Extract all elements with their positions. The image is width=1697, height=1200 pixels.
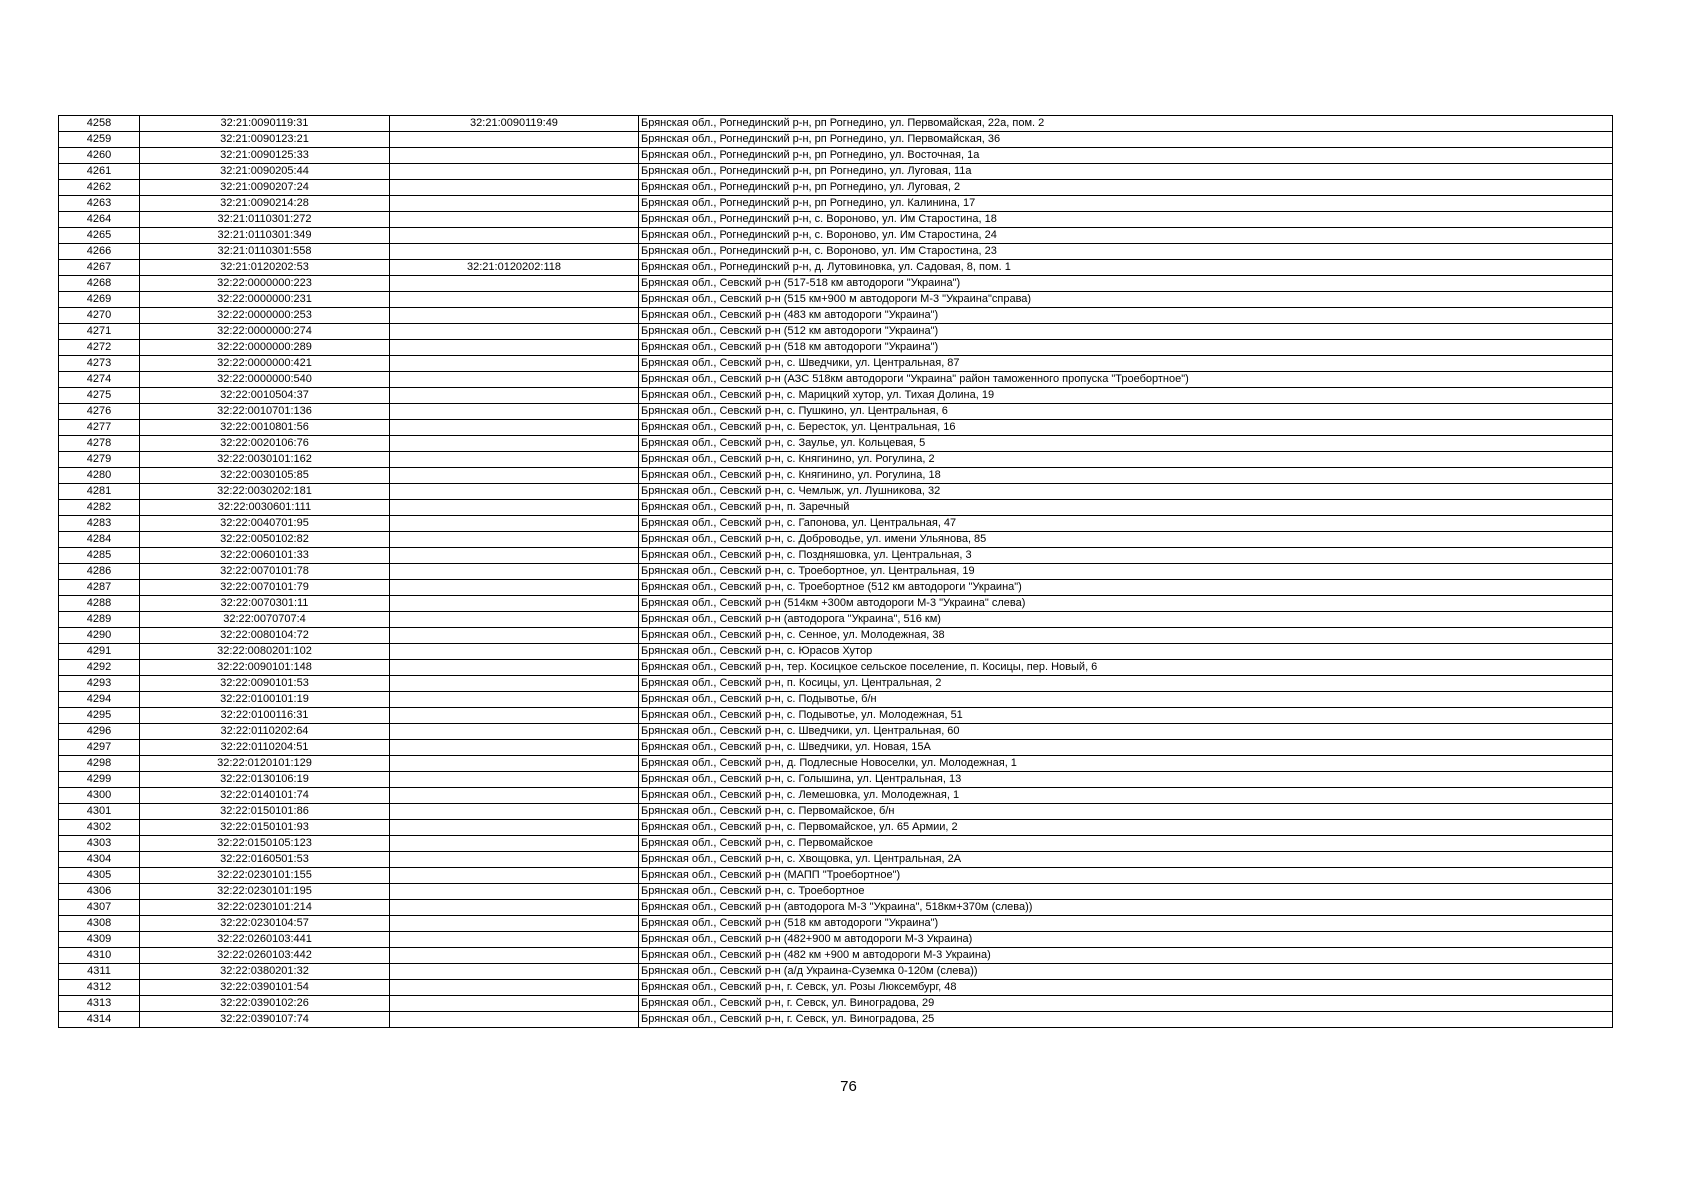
cadastral-number-cell: 32:22:0090101:53 (140, 676, 390, 692)
row-number-cell: 4309 (59, 932, 140, 948)
row-number-cell: 4286 (59, 564, 140, 580)
registry-table (58, 115, 1613, 1028)
related-number-cell (390, 948, 639, 964)
address-cell: Брянская обл., Севский р-н (автодорога М-3 "Украина", 518км+370м (слева)) (639, 900, 1613, 916)
address-cell: Брянская обл., Севский р-н, с. Княгинино, ул. Рогулина, 18 (639, 468, 1613, 484)
related-number-cell (390, 356, 639, 372)
related-number-cell (390, 708, 639, 724)
related-number-cell (390, 388, 639, 404)
cadastral-number-cell: 32:22:0030101:162 (140, 452, 390, 468)
cadastral-number-cell: 32:22:0230104:57 (140, 916, 390, 932)
address-cell: Брянская обл., Севский р-н, с. Сенное, ул. Молодежная, 38 (639, 628, 1613, 644)
row-number-cell: 4273 (59, 356, 140, 372)
related-number-cell (390, 1012, 639, 1028)
row-number-cell: 4296 (59, 724, 140, 740)
related-number-cell (390, 228, 639, 244)
row-number-cell: 4310 (59, 948, 140, 964)
related-number-cell (390, 628, 639, 644)
row-number-cell: 4266 (59, 244, 140, 260)
address-cell: Брянская обл., Севский р-н (514км +300м автодороги М-3 "Украина" слева) (639, 596, 1613, 612)
row-number-cell: 4275 (59, 388, 140, 404)
related-number-cell (390, 308, 639, 324)
table-row (59, 740, 1613, 756)
related-number-cell (390, 836, 639, 852)
cadastral-number-cell: 32:21:0110301:272 (140, 212, 390, 228)
related-number-cell: 32:21:0090119:49 (390, 116, 639, 132)
address-cell: Брянская обл., Рогнединский р-н, с. Вороново, ул. Им Старостина, 23 (639, 244, 1613, 260)
row-number-cell: 4282 (59, 500, 140, 516)
related-number-cell (390, 468, 639, 484)
row-number-cell: 4288 (59, 596, 140, 612)
table-row (59, 196, 1613, 212)
table-row (59, 708, 1613, 724)
address-cell: Брянская обл., Севский р-н, с. Троебортное (639, 884, 1613, 900)
row-number-cell: 4272 (59, 340, 140, 356)
table-row (59, 948, 1613, 964)
table-row (59, 676, 1613, 692)
address-cell: Брянская обл., Рогнединский р-н, рп Рогнедино, ул. Луговая, 2 (639, 180, 1613, 196)
address-cell: Брянская обл., Севский р-н (483 км автодороги "Украина") (639, 308, 1613, 324)
table-row (59, 628, 1613, 644)
table-row (59, 772, 1613, 788)
table-row (59, 580, 1613, 596)
cadastral-number-cell: 32:22:0070301:11 (140, 596, 390, 612)
table-row (59, 452, 1613, 468)
cadastral-number-cell: 32:22:0010504:37 (140, 388, 390, 404)
table-row (59, 756, 1613, 772)
row-number-cell: 4311 (59, 964, 140, 980)
cadastral-number-cell: 32:22:0080104:72 (140, 628, 390, 644)
row-number-cell: 4274 (59, 372, 140, 388)
row-number-cell: 4277 (59, 420, 140, 436)
cadastral-number-cell: 32:22:0000000:223 (140, 276, 390, 292)
related-number-cell (390, 532, 639, 548)
related-number-cell (390, 244, 639, 260)
cadastral-number-cell: 32:22:0000000:253 (140, 308, 390, 324)
address-cell: Брянская обл., Севский р-н, с. Марицкий хутор, ул. Тихая Долина, 19 (639, 388, 1613, 404)
cadastral-number-cell: 32:21:0110301:558 (140, 244, 390, 260)
related-number-cell (390, 964, 639, 980)
table-row (59, 532, 1613, 548)
address-cell: Брянская обл., Рогнединский р-н, рп Рогнедино, ул. Луговая, 11а (639, 164, 1613, 180)
table-row (59, 1012, 1613, 1028)
related-number-cell (390, 660, 639, 676)
address-cell: Брянская обл., Севский р-н, д. Подлесные Новоселки, ул. Молодежная, 1 (639, 756, 1613, 772)
cadastral-number-cell: 32:22:0030105:85 (140, 468, 390, 484)
address-cell: Брянская обл., Севский р-н, с. Поздняшовка, ул. Центральная, 3 (639, 548, 1613, 564)
address-cell: Брянская обл., Севский р-н, с. Юрасов Хутор (639, 644, 1613, 660)
address-cell: Брянская обл., Севский р-н (515 км+900 м автодороги М-3 "Украина"справа) (639, 292, 1613, 308)
table-row (59, 468, 1613, 484)
row-number-cell: 4278 (59, 436, 140, 452)
address-cell: Брянская обл., Севский р-н, с. Шведчики, ул. Центральная, 60 (639, 724, 1613, 740)
table-row (59, 372, 1613, 388)
cadastral-number-cell: 32:21:0110301:349 (140, 228, 390, 244)
related-number-cell (390, 980, 639, 996)
cadastral-number-cell: 32:21:0090123:21 (140, 132, 390, 148)
page-number: 76 (840, 1078, 857, 1095)
row-number-cell: 4258 (59, 116, 140, 132)
related-number-cell (390, 516, 639, 532)
cadastral-number-cell: 32:22:0100116:31 (140, 708, 390, 724)
related-number-cell (390, 212, 639, 228)
table-row (59, 292, 1613, 308)
address-cell: Брянская обл., Севский р-н, г. Севск, ул. Розы Люксембург, 48 (639, 980, 1613, 996)
cadastral-number-cell: 32:22:0080201:102 (140, 644, 390, 660)
table-row (59, 260, 1613, 276)
row-number-cell: 4270 (59, 308, 140, 324)
address-cell: Брянская обл., Севский р-н, с. Хвощовка, ул. Центральная, 2А (639, 852, 1613, 868)
related-number-cell (390, 676, 639, 692)
table-row (59, 420, 1613, 436)
row-number-cell: 4314 (59, 1012, 140, 1028)
address-cell: Брянская обл., Севский р-н (482 км +900 м автодороги М-3 Украина) (639, 948, 1613, 964)
table-row (59, 596, 1613, 612)
address-cell: Брянская обл., Севский р-н (а/д Украина-Суземка 0-120м (слева)) (639, 964, 1613, 980)
row-number-cell: 4295 (59, 708, 140, 724)
cadastral-number-cell: 32:22:0100101:19 (140, 692, 390, 708)
row-number-cell: 4281 (59, 484, 140, 500)
row-number-cell: 4292 (59, 660, 140, 676)
row-number-cell: 4308 (59, 916, 140, 932)
related-number-cell (390, 148, 639, 164)
related-number-cell (390, 292, 639, 308)
related-number-cell: 32:21:0120202:118 (390, 260, 639, 276)
table-row (59, 900, 1613, 916)
related-number-cell (390, 868, 639, 884)
address-cell: Брянская обл., Севский р-н, с. Гапонова, ул. Центральная, 47 (639, 516, 1613, 532)
address-cell: Брянская обл., Севский р-н, с. Первомайское, ул. 65 Армии, 2 (639, 820, 1613, 836)
address-cell: Брянская обл., Рогнединский р-н, д. Лутовиновка, ул. Садовая, 8, пом. 1 (639, 260, 1613, 276)
row-number-cell: 4312 (59, 980, 140, 996)
cadastral-number-cell: 32:22:0040701:95 (140, 516, 390, 532)
row-number-cell: 4280 (59, 468, 140, 484)
address-cell: Брянская обл., Севский р-н, с. Троебортное, ул. Центральная, 19 (639, 564, 1613, 580)
cadastral-number-cell: 32:22:0030202:181 (140, 484, 390, 500)
table-row (59, 932, 1613, 948)
related-number-cell (390, 884, 639, 900)
related-number-cell (390, 452, 639, 468)
related-number-cell (390, 484, 639, 500)
cadastral-number-cell: 32:21:0090119:31 (140, 116, 390, 132)
table-row (59, 132, 1613, 148)
table-row (59, 164, 1613, 180)
table-row (59, 612, 1613, 628)
related-number-cell (390, 852, 639, 868)
row-number-cell: 4271 (59, 324, 140, 340)
row-number-cell: 4285 (59, 548, 140, 564)
row-number-cell: 4298 (59, 756, 140, 772)
table-row (59, 404, 1613, 420)
related-number-cell (390, 740, 639, 756)
address-cell: Брянская обл., Севский р-н, п. Заречный (639, 500, 1613, 516)
row-number-cell: 4265 (59, 228, 140, 244)
table-row (59, 884, 1613, 900)
table-row (59, 500, 1613, 516)
table-row (59, 980, 1613, 996)
related-number-cell (390, 276, 639, 292)
row-number-cell: 4305 (59, 868, 140, 884)
table-row (59, 644, 1613, 660)
row-number-cell: 4276 (59, 404, 140, 420)
cadastral-number-cell: 32:22:0150101:86 (140, 804, 390, 820)
row-number-cell: 4260 (59, 148, 140, 164)
cadastral-number-cell: 32:22:0000000:421 (140, 356, 390, 372)
address-cell: Брянская обл., Севский р-н, с. Первомайское (639, 836, 1613, 852)
cadastral-number-cell: 32:22:0130106:19 (140, 772, 390, 788)
related-number-cell (390, 596, 639, 612)
address-cell: Брянская обл., Севский р-н, с. Троебортное (512 км автодороги "Украина") (639, 580, 1613, 596)
row-number-cell: 4293 (59, 676, 140, 692)
table-row (59, 916, 1613, 932)
address-cell: Брянская обл., Севский р-н (518 км автодороги "Украина") (639, 916, 1613, 932)
address-cell: Брянская обл., Севский р-н, с. Голышина, ул. Центральная, 13 (639, 772, 1613, 788)
related-number-cell (390, 324, 639, 340)
row-number-cell: 4259 (59, 132, 140, 148)
table-row (59, 356, 1613, 372)
related-number-cell (390, 132, 639, 148)
table-row (59, 388, 1613, 404)
row-number-cell: 4261 (59, 164, 140, 180)
related-number-cell (390, 372, 639, 388)
related-number-cell (390, 996, 639, 1012)
address-cell: Брянская обл., Севский р-н, с. Первомайское, б/н (639, 804, 1613, 820)
table-row (59, 548, 1613, 564)
cadastral-number-cell: 32:22:0230101:214 (140, 900, 390, 916)
related-number-cell (390, 564, 639, 580)
related-number-cell (390, 820, 639, 836)
cadastral-number-cell: 32:22:0120101:129 (140, 756, 390, 772)
table-row (59, 340, 1613, 356)
related-number-cell (390, 404, 639, 420)
related-number-cell (390, 788, 639, 804)
address-cell: Брянская обл., Рогнединский р-н, с. Вороново, ул. Им Старостина, 24 (639, 228, 1613, 244)
address-cell: Брянская обл., Севский р-н (518 км автодороги "Украина") (639, 340, 1613, 356)
address-cell: Брянская обл., Севский р-н, с. Заулье, ул. Кольцевая, 5 (639, 436, 1613, 452)
row-number-cell: 4307 (59, 900, 140, 916)
cadastral-number-cell: 32:22:0160501:53 (140, 852, 390, 868)
table-row (59, 564, 1613, 580)
cadastral-number-cell: 32:22:0150105:123 (140, 836, 390, 852)
address-cell: Брянская обл., Севский р-н, с. Шведчики, ул. Центральная, 87 (639, 356, 1613, 372)
table-row (59, 516, 1613, 532)
row-number-cell: 4306 (59, 884, 140, 900)
related-number-cell (390, 900, 639, 916)
address-cell: Брянская обл., Севский р-н, с. Подывотье, ул. Молодежная, 51 (639, 708, 1613, 724)
row-number-cell: 4284 (59, 532, 140, 548)
cadastral-number-cell: 32:22:0230101:195 (140, 884, 390, 900)
row-number-cell: 4267 (59, 260, 140, 276)
address-cell: Брянская обл., Рогнединский р-н, рп Рогнедино, ул. Калинина, 17 (639, 196, 1613, 212)
cadastral-number-cell: 32:21:0090205:44 (140, 164, 390, 180)
cadastral-number-cell: 32:22:0390107:74 (140, 1012, 390, 1028)
related-number-cell (390, 436, 639, 452)
table-row (59, 852, 1613, 868)
table-row (59, 868, 1613, 884)
address-cell: Брянская обл., Севский р-н, с. Шведчики, ул. Новая, 15А (639, 740, 1613, 756)
address-cell: Брянская обл., Севский р-н, с. Лемешовка, ул. Молодежная, 1 (639, 788, 1613, 804)
table-row (59, 148, 1613, 164)
cadastral-number-cell: 32:21:0090207:24 (140, 180, 390, 196)
address-cell: Брянская обл., Севский р-н (482+900 м автодороги М-3 Украина) (639, 932, 1613, 948)
related-number-cell (390, 756, 639, 772)
address-cell: Брянская обл., Рогнединский р-н, с. Вороново, ул. Им Старостина, 18 (639, 212, 1613, 228)
cadastral-number-cell: 32:22:0000000:231 (140, 292, 390, 308)
cadastral-number-cell: 32:22:0070707:4 (140, 612, 390, 628)
cadastral-number-cell: 32:22:0390102:26 (140, 996, 390, 1012)
address-cell: Брянская обл., Рогнединский р-н, рп Рогнедино, ул. Первомайская, 36 (639, 132, 1613, 148)
cadastral-number-cell: 32:22:0150101:93 (140, 820, 390, 836)
cadastral-number-cell: 32:21:0120202:53 (140, 260, 390, 276)
table-row (59, 724, 1613, 740)
row-number-cell: 4313 (59, 996, 140, 1012)
related-number-cell (390, 164, 639, 180)
row-number-cell: 4264 (59, 212, 140, 228)
address-cell: Брянская обл., Севский р-н, с. Бересток, ул. Центральная, 16 (639, 420, 1613, 436)
cadastral-number-cell: 32:22:0390101:54 (140, 980, 390, 996)
table-body (59, 116, 1613, 1028)
related-number-cell (390, 932, 639, 948)
row-number-cell: 4303 (59, 836, 140, 852)
cadastral-number-cell: 32:22:0070101:78 (140, 564, 390, 580)
address-cell: Брянская обл., Севский р-н (АЗС 518км автодороги "Украина" район таможенного пропуска "Троебортное") (639, 372, 1613, 388)
table-row (59, 228, 1613, 244)
cadastral-number-cell: 32:22:0110204:51 (140, 740, 390, 756)
row-number-cell: 4300 (59, 788, 140, 804)
row-number-cell: 4263 (59, 196, 140, 212)
related-number-cell (390, 180, 639, 196)
address-cell: Брянская обл., Севский р-н, г. Севск, ул. Виноградова, 25 (639, 1012, 1613, 1028)
cadastral-number-cell: 32:22:0010701:136 (140, 404, 390, 420)
related-number-cell (390, 724, 639, 740)
address-cell: Брянская обл., Рогнединский р-н, рп Рогнедино, ул. Восточная, 1а (639, 148, 1613, 164)
address-cell: Брянская обл., Севский р-н, с. Чемлыж, ул. Лушникова, 32 (639, 484, 1613, 500)
cadastral-number-cell: 32:22:0030601:111 (140, 500, 390, 516)
row-number-cell: 4299 (59, 772, 140, 788)
related-number-cell (390, 420, 639, 436)
related-number-cell (390, 644, 639, 660)
cadastral-number-cell: 32:22:0140101:74 (140, 788, 390, 804)
cadastral-number-cell: 32:22:0010801:56 (140, 420, 390, 436)
table-row (59, 308, 1613, 324)
table-row (59, 116, 1613, 132)
row-number-cell: 4262 (59, 180, 140, 196)
address-cell: Брянская обл., Севский р-н, с. Доброводье, ул. имени Ульянова, 85 (639, 532, 1613, 548)
table-row (59, 804, 1613, 820)
row-number-cell: 4297 (59, 740, 140, 756)
cadastral-number-cell: 32:22:0060101:33 (140, 548, 390, 564)
related-number-cell (390, 548, 639, 564)
cadastral-number-cell: 32:22:0020106:76 (140, 436, 390, 452)
table-row (59, 180, 1613, 196)
cadastral-number-cell: 32:22:0230101:155 (140, 868, 390, 884)
address-cell: Брянская обл., Севский р-н, с. Подывотье, б/н (639, 692, 1613, 708)
table-row (59, 276, 1613, 292)
table-row (59, 964, 1613, 980)
related-number-cell (390, 196, 639, 212)
related-number-cell (390, 916, 639, 932)
related-number-cell (390, 580, 639, 596)
related-number-cell (390, 612, 639, 628)
related-number-cell (390, 500, 639, 516)
table-row (59, 436, 1613, 452)
table-row (59, 820, 1613, 836)
row-number-cell: 4294 (59, 692, 140, 708)
table-row (59, 788, 1613, 804)
cadastral-number-cell: 32:22:0000000:289 (140, 340, 390, 356)
table-row (59, 692, 1613, 708)
address-cell: Брянская обл., Севский р-н (512 км автодороги "Украина") (639, 324, 1613, 340)
address-cell: Брянская обл., Севский р-н (МАПП "Троебортное") (639, 868, 1613, 884)
row-number-cell: 4269 (59, 292, 140, 308)
address-cell: Брянская обл., Севский р-н, тер. Косицкое сельское поселение, п. Косицы, пер. Новый, 6 (639, 660, 1613, 676)
address-cell: Брянская обл., Севский р-н, с. Княгинино, ул. Рогулина, 2 (639, 452, 1613, 468)
related-number-cell (390, 804, 639, 820)
row-number-cell: 4289 (59, 612, 140, 628)
table-row (59, 212, 1613, 228)
cadastral-number-cell: 32:21:0090125:33 (140, 148, 390, 164)
cadastral-number-cell: 32:22:0380201:32 (140, 964, 390, 980)
table-row (59, 324, 1613, 340)
related-number-cell (390, 772, 639, 788)
cadastral-number-cell: 32:22:0000000:274 (140, 324, 390, 340)
address-cell: Брянская обл., Севский р-н (517-518 км автодороги "Украина") (639, 276, 1613, 292)
cadastral-number-cell: 32:22:0260103:441 (140, 932, 390, 948)
table-row (59, 244, 1613, 260)
table-row (59, 996, 1613, 1012)
row-number-cell: 4287 (59, 580, 140, 596)
cadastral-number-cell: 32:22:0110202:64 (140, 724, 390, 740)
address-cell: Брянская обл., Севский р-н, г. Севск, ул. Виноградова, 29 (639, 996, 1613, 1012)
address-cell: Брянская обл., Севский р-н, с. Пушкино, ул. Центральная, 6 (639, 404, 1613, 420)
row-number-cell: 4302 (59, 820, 140, 836)
table-row (59, 484, 1613, 500)
address-cell: Брянская обл., Севский р-н (автодорога "Украина", 516 км) (639, 612, 1613, 628)
cadastral-number-cell: 32:21:0090214:28 (140, 196, 390, 212)
cadastral-number-cell: 32:22:0260103:442 (140, 948, 390, 964)
row-number-cell: 4279 (59, 452, 140, 468)
row-number-cell: 4283 (59, 516, 140, 532)
address-cell: Брянская обл., Рогнединский р-н, рп Рогнедино, ул. Первомайская, 22а, пом. 2 (639, 116, 1613, 132)
row-number-cell: 4291 (59, 644, 140, 660)
row-number-cell: 4290 (59, 628, 140, 644)
table-row (59, 660, 1613, 676)
cadastral-number-cell: 32:22:0000000:540 (140, 372, 390, 388)
cadastral-number-cell: 32:22:0090101:148 (140, 660, 390, 676)
row-number-cell: 4268 (59, 276, 140, 292)
address-cell: Брянская обл., Севский р-н, п. Косицы, ул. Центральная, 2 (639, 676, 1613, 692)
row-number-cell: 4301 (59, 804, 140, 820)
table-row (59, 836, 1613, 852)
row-number-cell: 4304 (59, 852, 140, 868)
related-number-cell (390, 340, 639, 356)
cadastral-number-cell: 32:22:0050102:82 (140, 532, 390, 548)
cadastral-number-cell: 32:22:0070101:79 (140, 580, 390, 596)
related-number-cell (390, 692, 639, 708)
